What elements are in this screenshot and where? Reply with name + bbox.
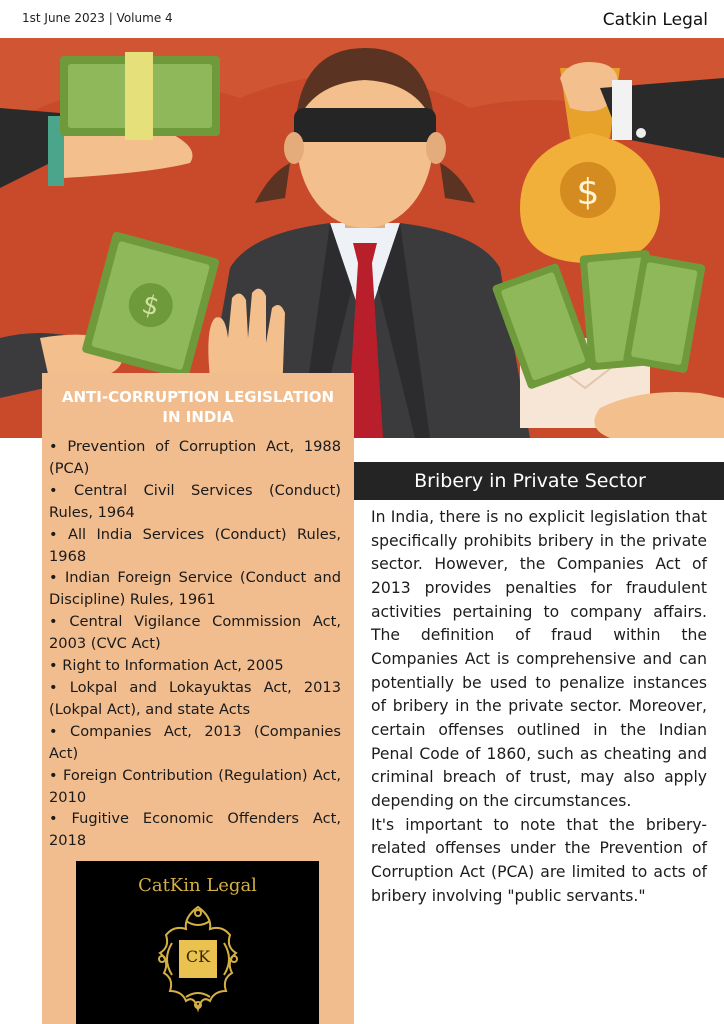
panel-title: ANTI-CORRUPTION LEGISLATION IN INDIA — [61, 388, 335, 426]
list-item: • Central Vigilance Commission Act, 2003 (CVC Act) — [49, 611, 341, 655]
list-item: • All India Services (Conduct) Rules, 1968 — [49, 524, 341, 568]
list-item: • Right to Information Act, 2005 — [49, 655, 341, 677]
list-item: • Foreign Contribution (Regulation) Act, 2010 — [49, 765, 341, 809]
svg-text:$: $ — [138, 289, 163, 323]
svg-text:$: $ — [576, 172, 600, 213]
list-item: • Companies Act, 2013 (Companies Act) — [49, 721, 341, 765]
issue-info: 1st June 2023 | Volume 4 — [22, 11, 173, 25]
brand-name: Catkin Legal — [602, 10, 708, 30]
legislation-panel — [42, 373, 354, 1024]
list-item: • Lokpal and Lokayuktas Act, 2013 (Lokpal Act), and state Acts — [49, 677, 341, 721]
page-header — [0, 0, 724, 38]
list-item: • Fugitive Economic Offenders Act, 2018 — [49, 808, 341, 852]
article-paragraph: In India, there is no explicit legislation that specifically prohibits bribery in the private sector. However, the Companies Act of 2013 provides penalties for fraudulent activities pertaining to company affairs. The definition of fraud within the Companies Act is comprehensive and can potentially be used to penalize instances of bribery in the private sector. Moreover, certain offenses outlined in the Indian Penal Code of 1860, such as cheating and criminal breach of trust, may also apply depending on the circumstances. — [371, 508, 707, 810]
section-heading-bar — [354, 462, 724, 500]
logo-initials: CK — [185, 947, 211, 966]
legislation-list — [49, 436, 341, 852]
article-paragraph: It's important to note that the bribery-related offenses under the Prevention of Corruption Act (PCA) are limited to acts of bribery involving "public servants." — [371, 815, 707, 905]
list-item: • Prevention of Corruption Act, 1988 (PCA) — [49, 436, 341, 480]
section-heading: Bribery in Private Sector — [414, 470, 646, 492]
catkin-logo — [76, 861, 319, 1024]
list-item: • Central Civil Services (Conduct) Rules, 1964 — [49, 480, 341, 524]
article-body — [371, 506, 707, 908]
list-item: • Indian Foreign Service (Conduct and Discipline) Rules, 1961 — [49, 567, 341, 611]
logo-wordmark: CatKin Legal — [138, 875, 257, 896]
